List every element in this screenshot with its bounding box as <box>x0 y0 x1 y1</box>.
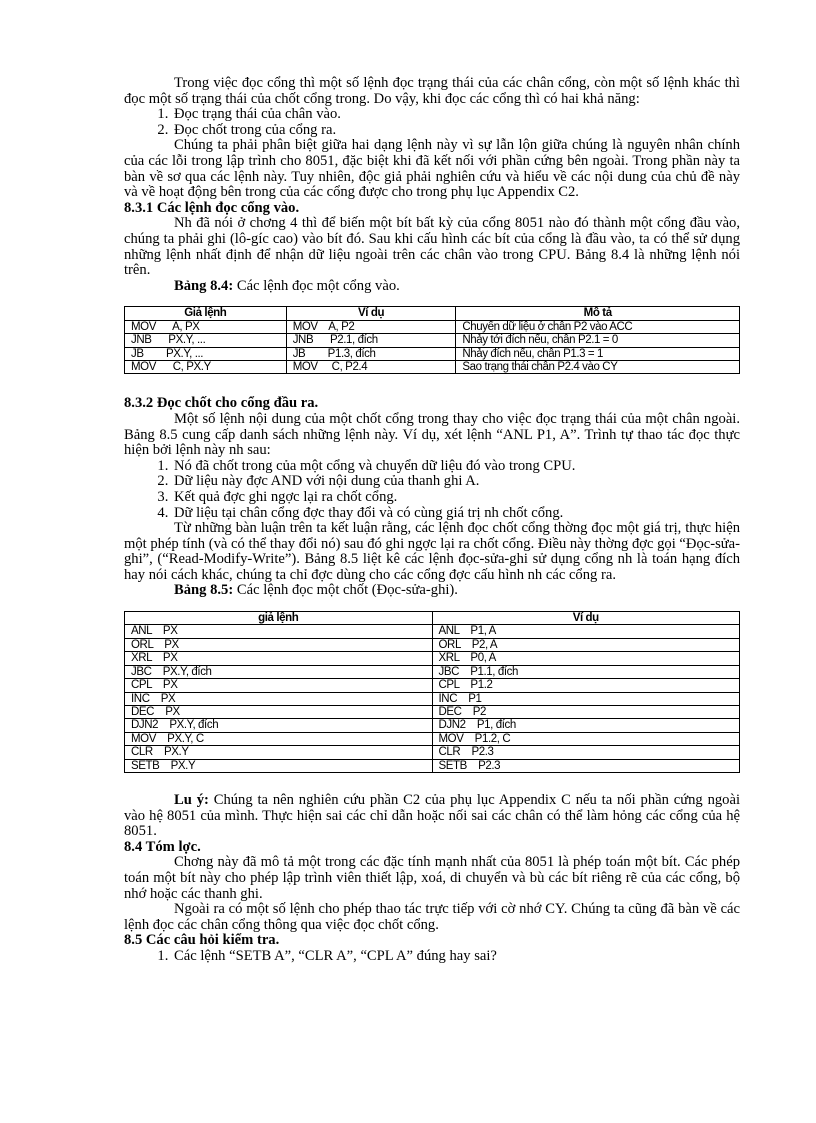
table-cell: JNB P2.1, đích <box>286 334 456 347</box>
table-8-4 <box>124 306 740 374</box>
table-row <box>125 652 740 665</box>
intro-paragraph-2: Chúng ta phải phân biệt giữa hai dạng lệnh này vì sự lẫn lộn giữa chúng là nguyên nhân chính của các lỗi trong lập trình cho 8051, đặc biệt khi đã kết nối với phần cứng bên ngoài. Trong phần này ta bàn về sơ qua các lệnh này. Tuy nhiên, độc giả phải nghiên cứu và hiểu về các nội dung của chủ đề này và về hoạt động bên trong của các cổng được cho trong phụ lục Appendix C2. <box>124 137 740 201</box>
section-8-4-paragraph-2: Ngoài ra có một số lệnh cho phép thao tác trực tiếp với cờ nhớ CY. Chúng ta cũng đã bàn về các lệnh đọc các chân cổng thông qua việc đọc chốt cổng. <box>124 901 740 933</box>
table-cell: MOV A, P2 <box>286 320 456 333</box>
table-header-cell: Giả lệnh <box>125 307 287 320</box>
section-8-3-1-paragraph: Nh đã nói ở chơng 4 thì để biến một bít bất kỳ của cổng 8051 nào đó thành một cổng đầu vào, chúng ta phải ghi (lô-gíc cao) vào bít đó. Sau khi cấu hình các bít của cổng là đầu vào, ta có thể sử dụng những lệnh nhất định để nhận dữ liệu ngoài trên các chân vào trong CPU. Bảng 8.4 là những lệnh nói trên. <box>124 215 740 279</box>
table-row <box>125 692 740 705</box>
table-header-row <box>125 612 740 625</box>
table-cell: SETB P2.3 <box>432 759 740 772</box>
table-row <box>125 665 740 678</box>
table-header-cell: Ví dụ <box>432 612 740 625</box>
table-cell: DEC PX <box>125 705 433 718</box>
table-cell: JB PX.Y, ... <box>125 347 287 360</box>
table-cell: CPL P1.2 <box>432 679 740 692</box>
table-cell: Chuyển dữ liệu ở chân P2 vào ACC <box>456 320 740 333</box>
table-header-cell: Ví dụ <box>286 307 456 320</box>
table-8-5 <box>124 611 740 773</box>
table-cell: DEC P2 <box>432 705 740 718</box>
note-text: Chúng ta nên nghiên cứu phần C2 của phụ lục Appendix C nếu ta nối phần cứng ngoài vào hệ 8051 của mình. Thực hiện sai các chỉ dẫn hoặc nối sai các chân có thể làm hỏng các cổng của hệ 8051. <box>124 791 740 840</box>
section-8-3-2-paragraph: Một số lệnh nội dung của một chốt cổng trong thay cho việc đọc trạng thái của một chân ngoài. Bảng 8.5 cung cấp danh sách những lệnh này. Ví dụ, xét lệnh “ANL P1, A”. Trình tự thao tác đọc thực hiện bởi lệnh này nh sau: <box>124 410 740 459</box>
table-row <box>125 746 740 759</box>
table-row <box>125 360 740 373</box>
table-row <box>125 347 740 360</box>
table-8-5-caption <box>124 583 740 599</box>
list-item: 2. Đọc chốt trong của cổng ra. <box>172 123 740 139</box>
section-heading-8-4: 8.4 Tóm lợc. <box>124 838 201 855</box>
list-item: 4. Dữ liệu tại chân cổng đợc thay đổi và có cùng giá trị nh chốt cổng. <box>172 506 740 522</box>
table-cell: Nhảy đích nếu, chân P1.3 = 1 <box>456 347 740 360</box>
section-heading-8-5: 8.5 Các câu hỏi kiểm tra. <box>124 932 280 949</box>
section-heading-8-3-2: 8.3.2 Đọc chốt cho cổng đầu ra. <box>124 395 319 412</box>
table-cell: JB P1.3, đích <box>286 347 456 360</box>
table-cell: DJN2 PX.Y, đích <box>125 719 433 732</box>
table-cell: XRL P0, A <box>432 652 740 665</box>
table-cell: INC P1 <box>432 692 740 705</box>
caption-label: Bảng 8.4: <box>174 277 234 294</box>
table-cell: Nhảy tới đích nếu, chân P2.1 = 0 <box>456 334 740 347</box>
table-row <box>125 679 740 692</box>
table-cell: ANL P1, A <box>432 625 740 638</box>
intro-paragraph: Trong việc đọc cổng thì một số lệnh đọc trạng thái của các chân cổng, còn một số lệnh khác thì đọc một số trạng thái của chốt cổng trong. Do vậy, khi đọc các cổng thì có hai khả năng: <box>124 75 740 107</box>
table-header-row <box>125 307 740 320</box>
document-page <box>124 76 740 964</box>
table-row <box>125 719 740 732</box>
caption-text: Các lệnh đọc một chốt (Đọc-sửa-ghi). <box>233 582 458 599</box>
table-cell: MOV P1.2, C <box>432 732 740 745</box>
table-cell: DJN2 P1, đích <box>432 719 740 732</box>
anl-steps-list <box>124 459 740 521</box>
table-cell: XRL PX <box>125 652 433 665</box>
table-row <box>125 759 740 772</box>
table-cell: MOV C, PX.Y <box>125 360 287 373</box>
table-cell: CLR PX.Y <box>125 746 433 759</box>
table-cell: JNB PX.Y, ... <box>125 334 287 347</box>
table-cell: ANL PX <box>125 625 433 638</box>
list-item: 3. Kết quả đợc ghi ngợc lại ra chốt cổng. <box>172 490 740 506</box>
table-row <box>125 705 740 718</box>
table-header-cell: giả lệnh <box>125 612 433 625</box>
table-row <box>125 625 740 638</box>
table-row <box>125 334 740 347</box>
section-heading-8-3-1: 8.3.1 Các lệnh đọc cổng vào. <box>124 199 300 216</box>
questions-list <box>124 949 740 965</box>
table-cell: INC PX <box>125 692 433 705</box>
list-item: 2. Dữ liệu này đợc AND với nội dung của thanh ghi A. <box>172 474 740 490</box>
table-cell: CPL PX <box>125 679 433 692</box>
table-row <box>125 320 740 333</box>
read-modes-list <box>124 107 740 138</box>
section-8-3-2-paragraph-2: Từ những bàn luận trên ta kết luận rằng, các lệnh đọc chốt cổng thờng đọc một giá trị, thực hiện một phép tính (và có thể thay đổi nó) sau đó ghi ngợc lại ra chốt cổng. Điều này thờng đợc gọi “Đọc-sửa-ghi”, (“Read-Modify-Write”). Bảng 8.5 liệt kê các lệnh đọc-sửa-ghi sử dụng cổng nh là toán hạng đích hay nói cách khác, chúng ta chỉ đợc dùng cho các cổng đợc cấu hình nh các cổng ra. <box>124 520 740 583</box>
table-cell: MOV C, P2.4 <box>286 360 456 373</box>
list-item: 1. Nó đã chốt trong của một cổng và chuyển dữ liệu đó vào trong CPU. <box>172 459 740 475</box>
table-cell: SETB PX.Y <box>125 759 433 772</box>
section-8-4-paragraph: Chơng này đã mô tả một trong các đặc tính mạnh nhất của 8051 là phép toán một bít. Các phép toán một bít này cho phép lập trình viên thiết lập, xoá, di chuyển và bù các bít riêng rẽ của các cổng, bộ nhớ hoặc các thanh ghi. <box>124 854 740 902</box>
table-cell: JBC P1.1, đích <box>432 665 740 678</box>
table-cell: MOV A, PX <box>125 320 287 333</box>
table-cell: MOV PX.Y, C <box>125 732 433 745</box>
table-row <box>125 732 740 745</box>
list-item: 1. Các lệnh “SETB A”, “CLR A”, “CPL A” đúng hay sai? <box>172 949 740 965</box>
list-item: 1. Đọc trạng thái của chân vào. <box>172 107 740 123</box>
table-cell: JBC PX.Y, đích <box>125 665 433 678</box>
caption-text: Các lệnh đọc một cổng vào. <box>233 277 400 294</box>
table-row <box>125 638 740 651</box>
table-cell: ORL P2, A <box>432 638 740 651</box>
table-header-cell: Mô tả <box>456 307 740 320</box>
note-paragraph <box>124 793 740 840</box>
note-label: Lu ý: <box>174 791 209 808</box>
table-cell: ORL PX <box>125 638 433 651</box>
table-8-4-caption <box>124 279 740 295</box>
table-cell: CLR P2.3 <box>432 746 740 759</box>
table-cell: Sao trạng thái chân P2.4 vào CY <box>456 360 740 373</box>
caption-label: Bảng 8.5: <box>174 582 234 599</box>
